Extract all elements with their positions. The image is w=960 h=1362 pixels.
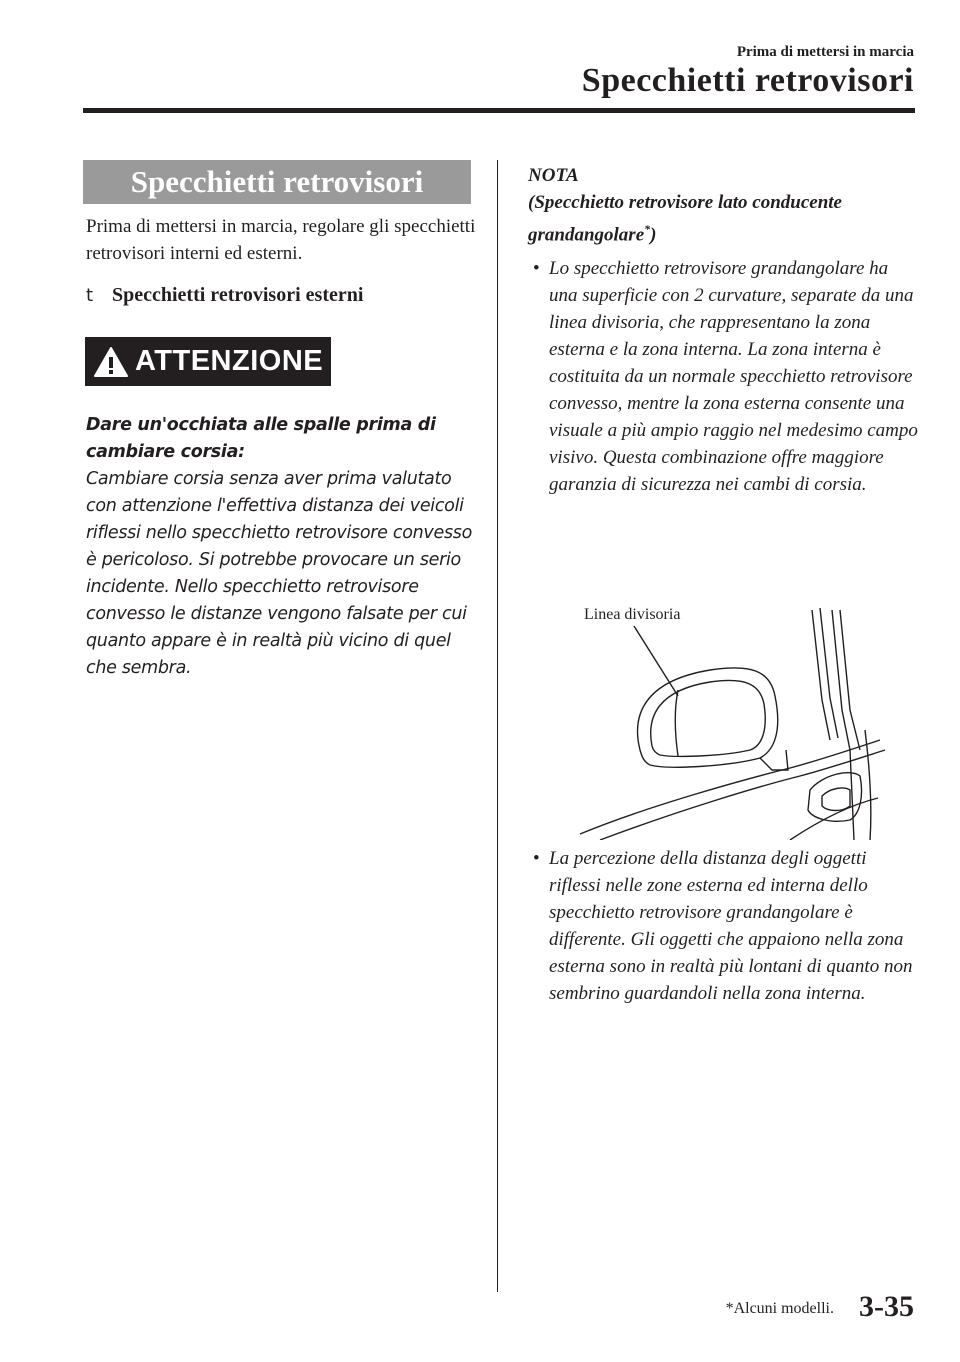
- note-item-2: [533, 845, 919, 1007]
- bullet-dot: •: [533, 258, 540, 279]
- intro-text: Prima di mettersi in marcia, regolare gli specchietti retrovisori interni ed esterni.: [86, 216, 476, 264]
- subheading-bullet: t: [86, 285, 94, 306]
- subheading-text: Specchietti retrovisori esterni: [112, 284, 364, 306]
- column-divider: [497, 160, 498, 1292]
- warning-badge: [85, 337, 331, 386]
- note-item-1: [533, 255, 919, 498]
- warning-label: ATTENZIONE: [135, 345, 324, 377]
- warning-icon: [93, 346, 129, 378]
- page-number: 3-35: [859, 1290, 914, 1323]
- chapter-label: Prima di mettersi in marcia: [736, 44, 914, 60]
- footnote: *Alcuni modelli.: [725, 1300, 834, 1317]
- warning-body: Cambiare corsia senza aver prima valutato con attenzione l'effettiva distanza dei veicoli riflessi nello specchietto retrovisore convesso è pericoloso. Si potrebbe provocare un serio incidente. Nello specchietto retrovisore convesso le distanze vengono falsate per cui quanto appare è in realtà più vicino di quel che sembra.: [86, 469, 472, 678]
- sub-heading: [86, 284, 486, 307]
- note-item-2-text: La percezione della distanza degli oggetti riflessi nelle zone esterna ed interna dello specchietto retrovisore grandangolare è differente. Gli oggetti che appaiono nella zona esterna sono in realtà più lontani di quanto non sembrino guardandoli nella zona interna.: [549, 848, 913, 1004]
- page-title: Specchietti retrovisori: [581, 62, 914, 99]
- section-banner: Specchietti retrovisori: [83, 160, 471, 204]
- note-label: NOTA: [528, 165, 579, 186]
- mirror-illustration: [560, 600, 890, 840]
- note-subtitle: (Specchietto retrovisore lato conducente grandangolare*): [528, 192, 842, 246]
- note-item-1-text: Lo specchietto retrovisore grandangolare ha una superficie con 2 curvature, separate da una linea divisoria, che rappresentano la zona esterna e la zona interna. La zona interna è costituita da un normale specchietto retrovisore convesso, mentre la zona esterna consente una visuale a più ampio raggio nel medesimo campo visivo. Questa combinazione offre maggiore garanzia di sicurezza nei cambi di corsia.: [549, 258, 918, 495]
- warning-title: Dare un'occhiata alle spalle prima di cambiare corsia:: [86, 415, 436, 462]
- note-title: [528, 162, 918, 248]
- figure-label: Linea divisoria: [584, 606, 681, 623]
- header-rule: [83, 108, 915, 113]
- warning-text: [86, 412, 478, 682]
- bullet-dot: •: [533, 848, 540, 869]
